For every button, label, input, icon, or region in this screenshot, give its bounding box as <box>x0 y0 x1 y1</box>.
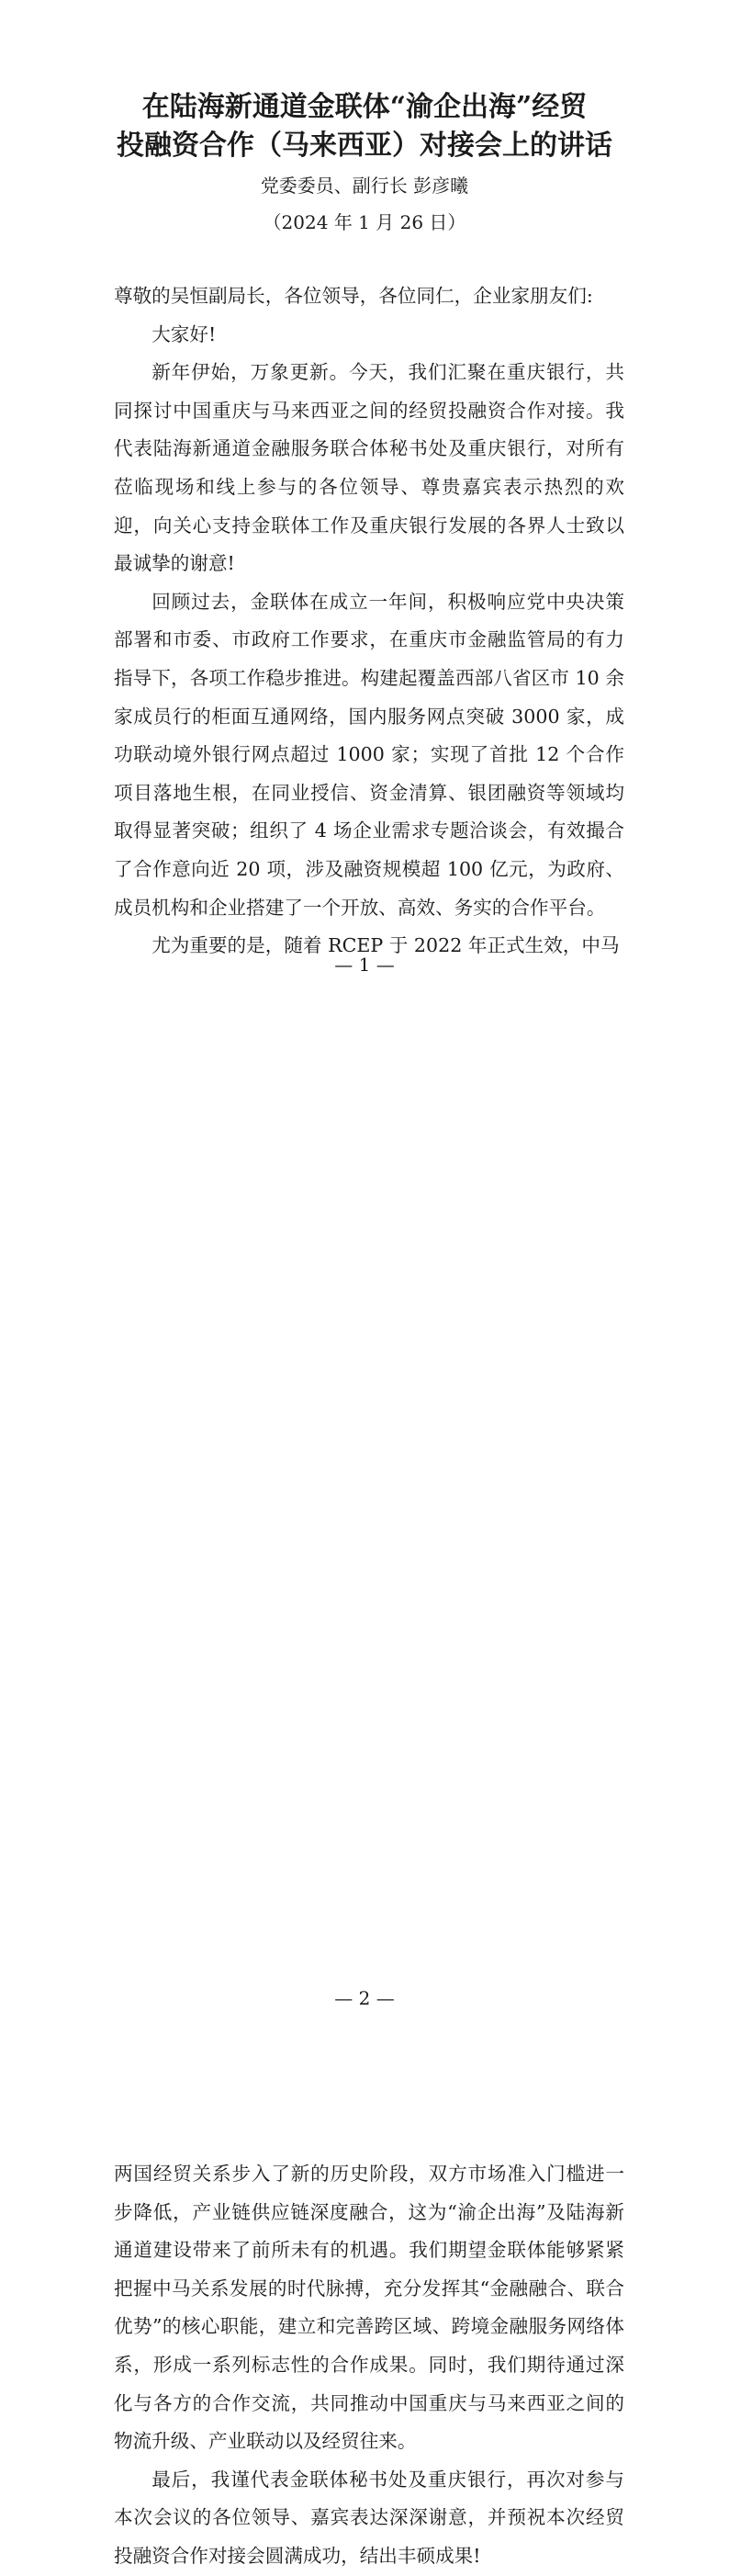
page-2 <box>0 1032 729 2567</box>
salutation: 尊敬的吴恒副局长，各位领导，各位同仁，企业家朋友们: <box>114 285 593 307</box>
page-1-body <box>114 277 624 966</box>
page-1 <box>0 0 729 1032</box>
speech-date: （2024 年 1 月 26 日） <box>263 211 466 233</box>
title-line-2: 投融资合作（马来西亚）对接会上的讲话 <box>117 130 612 162</box>
page-2-body <box>114 2155 624 2576</box>
title-line-1: 在陆海新通道金联体“渝企出海”经贸 <box>141 91 588 123</box>
paragraph-3-continued: 两国经贸关系步入了新的历史阶段，双方市场准入门槛进一步降低，产业链供应链深度融合，这为“渝企出海”及陆海新通道建设带来了前所未有的机遇。我们期望金联体能够紧紧把握中马关系发展的时代脉搏，充分发挥其“金融融合、联合优势”的核心职能，建立和完善跨区域、跨境金融服务网络体系，形成一系列标志性的合作成果。同时，我们期待通过深化与各方的合作交流，共同推动中国重庆与马来西亚之间的物流升级、产业联动以及经贸往来。 <box>114 2163 624 2453</box>
page-number-1: — 1 — <box>334 954 395 976</box>
page-number-2: — 2 — <box>334 1987 395 2009</box>
paragraph-1: 新年伊始，万象更新。今天，我们汇聚在重庆银行，共同探讨中国重庆与马来西亚之间的经贸投融资合作对接。我代表陆海新通道金融服务联合体秘书处及重庆银行，对所有莅临现场和线上参与的各位领导、尊贵嘉宾表示热烈的欢迎，向关心支持金联体工作及重庆银行发展的各界人士致以最诚挚的谢意! <box>114 361 624 575</box>
speaker-byline: 党委委员、副行长 彭彦曦 <box>260 175 469 197</box>
paragraph-4: 最后，我谨代表金联体秘书处及重庆银行，再次对参与本次会议的各位领导、嘉宾表达深深谢意，并预祝本次经贸投融资合作对接会圆满成功，结出丰硕成果! <box>114 2468 624 2567</box>
paragraph-2: 回顾过去，金联体在成立一年间，积极响应党中央决策部署和市委、市政府工作要求，在重庆市金融监管局的有力指导下，各项工作稳步推进。构建起覆盖西部八省区市 10 余家成员行的柜面互通网络，国内服务网点突破 3000 家，成功联动境外银行网点超过 1000 家；实现了首批 12 个合作项目落地生根，在同业授信、资金清算、银团融资等领域均取得显著突破；组织了 4 场企业需求专题洽谈会，有效撮合了合作意向近 20 项，涉及融资规模超 100 亿元，为政府、成员机构和企业搭建了一个开放、高效、务实的合作平台。 <box>114 590 624 919</box>
greeting: 大家好! <box>151 322 217 345</box>
paragraph-3-start: 尤为重要的是，随着 RCEP 于 2022 年正式生效，中马 <box>151 934 620 957</box>
